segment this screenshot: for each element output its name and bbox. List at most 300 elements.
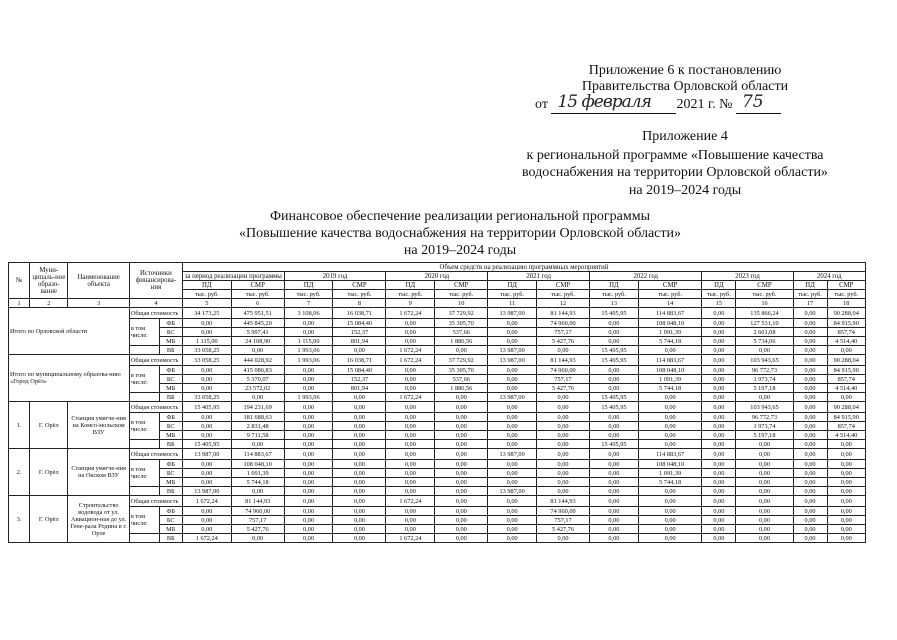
object-name: Станция умягче-ния на Комсо-мольском ВЗУ — [68, 402, 130, 449]
source-label: ВБ — [159, 346, 182, 355]
source-label: БС — [159, 422, 182, 431]
value-cell: 33 058,25 — [182, 355, 231, 366]
value-cell: 0,00 — [333, 431, 386, 440]
value-cell: 0,00 — [386, 478, 435, 487]
pd-header: ПД — [793, 281, 827, 290]
row-number: 3. — [9, 496, 30, 543]
unit-header: тыс. руб. — [333, 290, 386, 299]
value-cell: 13 987,00 — [182, 449, 231, 460]
value-cell: 0,00 — [590, 496, 639, 507]
period-header-6: 2024 год — [793, 272, 865, 281]
table-row — [9, 460, 866, 469]
source-label: ВБ — [159, 534, 182, 543]
value-cell: 0,00 — [702, 449, 736, 460]
value-cell: 84 915,90 — [827, 366, 865, 375]
source-label: ФБ — [159, 507, 182, 516]
value-cell: 81 144,93 — [537, 355, 590, 366]
value-cell: 0,00 — [488, 319, 537, 328]
value-cell: 15 405,95 — [590, 393, 639, 402]
value-cell: 74 960,00 — [537, 366, 590, 375]
value-cell: 757,17 — [537, 516, 590, 525]
value-cell: 0,00 — [702, 460, 736, 469]
col-number: 3 — [68, 299, 130, 308]
value-cell: 0,00 — [435, 496, 488, 507]
value-cell: 15 405,95 — [590, 402, 639, 413]
value-cell: 5 744,18 — [638, 384, 702, 393]
date-field — [551, 92, 676, 114]
handwritten-number: 75 — [741, 92, 764, 112]
value-cell: 0,00 — [702, 478, 736, 487]
value-cell: 0,00 — [488, 413, 537, 422]
value-cell: 15 405,95 — [590, 355, 639, 366]
value-cell: 0,00 — [284, 384, 333, 393]
col-number: 4 — [129, 299, 182, 308]
value-cell: 0,00 — [284, 319, 333, 328]
value-cell: 5 427,76 — [537, 337, 590, 346]
value-cell: 0,00 — [793, 384, 827, 393]
value-cell: 0,00 — [590, 487, 639, 496]
source-label: МБ — [159, 337, 182, 346]
value-cell: 0,00 — [284, 487, 333, 496]
decree-date-line — [535, 92, 835, 114]
value-cell: 0,00 — [333, 478, 386, 487]
value-cell: 108 048,10 — [231, 460, 284, 469]
value-cell: 1 672,24 — [386, 355, 435, 366]
total-cost-label: Общая стоимость — [129, 402, 182, 413]
col-number: 18 — [827, 299, 865, 308]
smr-header: СМР — [333, 281, 386, 290]
value-cell: 0,00 — [435, 422, 488, 431]
value-cell: 0,00 — [182, 319, 231, 328]
value-cell: 0,00 — [537, 478, 590, 487]
value-cell: 13 987,00 — [488, 393, 537, 402]
value-cell: 5 197,18 — [736, 384, 793, 393]
group-label: Итого по Орловской области — [9, 308, 130, 355]
value-cell: 0,00 — [827, 496, 865, 507]
col-number: 13 — [590, 299, 639, 308]
value-cell: 0,00 — [488, 507, 537, 516]
value-cell: 0,00 — [182, 507, 231, 516]
value-cell: 0,00 — [736, 449, 793, 460]
value-cell: 13 987,00 — [488, 355, 537, 366]
value-cell: 0,00 — [488, 337, 537, 346]
value-cell: 0,00 — [736, 487, 793, 496]
value-cell: 0,00 — [435, 507, 488, 516]
value-cell: 5 997,41 — [231, 328, 284, 337]
value-cell: 0,00 — [702, 534, 736, 543]
value-cell: 0,00 — [488, 525, 537, 534]
smr-header: СМР — [736, 281, 793, 290]
value-cell: 757,17 — [537, 328, 590, 337]
value-cell: 9 711,58 — [231, 431, 284, 440]
value-cell: 0,00 — [590, 375, 639, 384]
value-cell: 0,00 — [827, 534, 865, 543]
value-cell: 757,17 — [537, 375, 590, 384]
value-cell: 181 688,63 — [231, 413, 284, 422]
source-label: ФБ — [159, 319, 182, 328]
table-row — [9, 319, 866, 328]
including-label: в том числе: — [129, 366, 159, 393]
value-cell: 0,00 — [736, 534, 793, 543]
value-cell: 103 943,65 — [736, 402, 793, 413]
value-cell: 0,00 — [284, 449, 333, 460]
value-cell: 5 197,18 — [736, 431, 793, 440]
value-cell: 0,00 — [638, 413, 702, 422]
value-cell: 0,00 — [638, 431, 702, 440]
value-cell: 15 405,95 — [182, 440, 231, 449]
value-cell: 0,00 — [702, 413, 736, 422]
value-cell: 0,00 — [284, 402, 333, 413]
value-cell: 0,00 — [736, 393, 793, 402]
value-cell: 1 993,06 — [284, 346, 333, 355]
value-cell: 0,00 — [638, 534, 702, 543]
pd-header: ПД — [386, 281, 435, 290]
value-cell: 0,00 — [435, 440, 488, 449]
table-row — [9, 534, 866, 543]
value-cell: 0,00 — [793, 422, 827, 431]
total-cost-label: Общая стоимость — [129, 449, 182, 460]
appendix-line-3: водоснабжения на территории Орловской области» — [522, 165, 828, 180]
value-cell: 0,00 — [638, 525, 702, 534]
unit-header: тыс. руб. — [590, 290, 639, 299]
value-cell: 0,00 — [333, 460, 386, 469]
value-cell: 0,00 — [488, 402, 537, 413]
value-cell: 15 405,95 — [590, 346, 639, 355]
value-cell: 0,00 — [333, 422, 386, 431]
col-number: 15 — [702, 299, 736, 308]
value-cell: 103 943,65 — [736, 355, 793, 366]
value-cell: 0,00 — [386, 460, 435, 469]
value-cell: 37 729,92 — [435, 355, 488, 366]
value-cell: 0,00 — [284, 478, 333, 487]
year-label: 2021 г. № — [676, 97, 733, 112]
value-cell: 0,00 — [537, 346, 590, 355]
value-cell: 0,00 — [284, 440, 333, 449]
value-cell: 0,00 — [386, 375, 435, 384]
appendix-line-4: на 2019–2024 годы — [628, 183, 742, 198]
value-cell: 15 405,95 — [182, 402, 231, 413]
source-label: БС — [159, 328, 182, 337]
value-cell: 0,00 — [793, 355, 827, 366]
value-cell: 0,00 — [736, 460, 793, 469]
value-cell: 0,00 — [590, 525, 639, 534]
source-label: МБ — [159, 431, 182, 440]
value-cell: 1 115,00 — [284, 337, 333, 346]
unit-header: тыс. руб. — [231, 290, 284, 299]
value-cell: 1 672,24 — [386, 393, 435, 402]
value-cell: 0,00 — [827, 478, 865, 487]
value-cell: 0,00 — [435, 525, 488, 534]
pd-header: ПД — [284, 281, 333, 290]
value-cell: 0,00 — [435, 487, 488, 496]
source-spacer — [129, 440, 159, 449]
value-cell: 0,00 — [638, 402, 702, 413]
from-label: от — [535, 97, 548, 112]
row-number: 2. — [9, 449, 30, 496]
value-cell: 0,00 — [333, 346, 386, 355]
value-cell: 0,00 — [793, 496, 827, 507]
value-cell: 0,00 — [182, 375, 231, 384]
value-cell: 0,00 — [736, 525, 793, 534]
value-cell: 0,00 — [736, 478, 793, 487]
value-cell: 445 845,20 — [231, 319, 284, 328]
decree-appendix-line: Приложение 6 к постановлению — [588, 63, 782, 78]
group-label: Итого по муниципальному образова-нию «Город Орёл» — [9, 355, 130, 402]
col-number: 12 — [537, 299, 590, 308]
value-cell: 0,00 — [827, 487, 865, 496]
value-cell: 0,00 — [827, 507, 865, 516]
table-row — [9, 413, 866, 422]
value-cell: 0,00 — [736, 346, 793, 355]
value-cell: 5 734,06 — [736, 337, 793, 346]
value-cell: 0,00 — [736, 516, 793, 525]
value-cell: 13 987,00 — [488, 449, 537, 460]
value-cell: 0,00 — [386, 469, 435, 478]
value-cell: 0,00 — [488, 384, 537, 393]
row-number: 1. — [9, 402, 30, 449]
value-cell: 0,00 — [590, 507, 639, 516]
pd-header: ПД — [488, 281, 537, 290]
municipal-name: Г. Орёл — [30, 402, 68, 449]
value-cell: 0,00 — [638, 422, 702, 431]
value-cell: 0,00 — [537, 460, 590, 469]
value-cell: 0,00 — [827, 346, 865, 355]
value-cell: 2 831,48 — [231, 422, 284, 431]
value-cell: 1 091,39 — [231, 469, 284, 478]
value-cell: 0,00 — [537, 534, 590, 543]
value-cell: 0,00 — [793, 375, 827, 384]
value-cell: 194 231,69 — [231, 402, 284, 413]
col-header-no: № — [9, 263, 30, 299]
value-cell: 0,00 — [333, 534, 386, 543]
document-title-line-3: на 2019–2024 годы — [403, 243, 517, 258]
table-row — [9, 355, 866, 366]
table-row — [9, 366, 866, 375]
municipal-name: Г. Орёл — [30, 496, 68, 543]
value-cell: 0,00 — [638, 440, 702, 449]
value-cell: 5 427,76 — [537, 384, 590, 393]
value-cell: 0,00 — [702, 337, 736, 346]
value-cell: 0,00 — [793, 449, 827, 460]
value-cell: 0,00 — [488, 440, 537, 449]
value-cell: 33 058,25 — [182, 393, 231, 402]
value-cell: 0,00 — [590, 328, 639, 337]
value-cell: 1 091,39 — [638, 375, 702, 384]
value-cell: 0,00 — [284, 469, 333, 478]
value-cell: 0,00 — [590, 534, 639, 543]
value-cell: 0,00 — [827, 460, 865, 469]
value-cell: 0,00 — [435, 469, 488, 478]
col-number: 11 — [488, 299, 537, 308]
value-cell: 0,00 — [702, 402, 736, 413]
source-spacer — [129, 534, 159, 543]
value-cell: 0,00 — [284, 507, 333, 516]
value-cell: 5 370,07 — [231, 375, 284, 384]
value-cell: 114 883,67 — [638, 449, 702, 460]
value-cell: 0,00 — [537, 431, 590, 440]
object-name: Станция умягче-ния на Окском ВЗУ — [68, 449, 130, 496]
appendix-title: Приложение 4 — [642, 129, 728, 144]
value-cell: 1 091,39 — [638, 328, 702, 337]
value-cell: 24 108,90 — [231, 337, 284, 346]
source-label: МБ — [159, 525, 182, 534]
value-cell: 0,00 — [284, 413, 333, 422]
value-cell: 0,00 — [702, 487, 736, 496]
period-header-3: 2021 год — [488, 272, 590, 281]
value-cell: 90 288,04 — [827, 402, 865, 413]
value-cell: 0,00 — [793, 402, 827, 413]
value-cell: 0,00 — [386, 413, 435, 422]
source-label: МБ — [159, 478, 182, 487]
unit-header: тыс. руб. — [386, 290, 435, 299]
value-cell: 0,00 — [590, 422, 639, 431]
value-cell: 537,66 — [435, 328, 488, 337]
value-cell: 96 772,73 — [736, 366, 793, 375]
value-cell: 0,00 — [488, 478, 537, 487]
value-cell: 0,00 — [435, 460, 488, 469]
value-cell: 0,00 — [702, 440, 736, 449]
value-cell: 0,00 — [386, 487, 435, 496]
number-field — [736, 92, 781, 114]
value-cell: 0,00 — [182, 422, 231, 431]
value-cell: 0,00 — [284, 460, 333, 469]
value-cell: 0,00 — [435, 346, 488, 355]
pd-header: ПД — [590, 281, 639, 290]
period-header-4: 2022 год — [590, 272, 702, 281]
decree-issuer-line: Правительства Орловской области — [581, 79, 789, 94]
source-label: БС — [159, 516, 182, 525]
value-cell: 15 084,40 — [333, 319, 386, 328]
table-row — [9, 507, 866, 516]
total-cost-label: Общая стоимость — [129, 355, 182, 366]
value-cell: 1 115,00 — [182, 337, 231, 346]
value-cell: 0,00 — [827, 393, 865, 402]
value-cell: 13 987,00 — [488, 346, 537, 355]
value-cell: 0,00 — [736, 440, 793, 449]
col-number: 2 — [30, 299, 68, 308]
value-cell: 0,00 — [793, 337, 827, 346]
object-name: Строительство водовода от ул. Авиацион-ная до ул. Гене-рала Родина в г. Орле — [68, 496, 130, 543]
value-cell: 0,00 — [638, 507, 702, 516]
value-cell: 152,37 — [333, 328, 386, 337]
value-cell: 0,00 — [182, 413, 231, 422]
value-cell: 0,00 — [435, 534, 488, 543]
value-cell: 1 886,56 — [435, 384, 488, 393]
value-cell: 0,00 — [182, 516, 231, 525]
value-cell: 0,00 — [435, 402, 488, 413]
value-cell: 0,00 — [435, 478, 488, 487]
value-cell: 0,00 — [182, 525, 231, 534]
value-cell: 0,00 — [793, 534, 827, 543]
value-cell: 1 672,24 — [386, 346, 435, 355]
including-label: в том числе: — [129, 413, 159, 440]
value-cell: 0,00 — [488, 469, 537, 478]
value-cell: 0,00 — [333, 525, 386, 534]
value-cell: 15 084,40 — [333, 366, 386, 375]
value-cell: 0,00 — [386, 366, 435, 375]
value-cell: 1 091,39 — [638, 469, 702, 478]
value-cell: 0,00 — [488, 328, 537, 337]
value-cell: 15 405,95 — [590, 308, 639, 319]
value-cell: 0,00 — [702, 355, 736, 366]
including-label: в том числе: — [129, 507, 159, 534]
col-number: 9 — [386, 299, 435, 308]
value-cell: 0,00 — [488, 496, 537, 507]
value-cell: 2 601,08 — [736, 328, 793, 337]
value-cell: 0,00 — [702, 366, 736, 375]
value-cell: 0,00 — [386, 516, 435, 525]
value-cell: 0,00 — [182, 478, 231, 487]
document-title-line-1: Финансовое обеспечение реализации региональной программы — [269, 209, 651, 224]
col-number: 14 — [638, 299, 702, 308]
value-cell: 0,00 — [333, 507, 386, 516]
value-cell: 0,00 — [333, 487, 386, 496]
value-cell: 0,00 — [793, 507, 827, 516]
col-number: 6 — [231, 299, 284, 308]
table-row — [9, 346, 866, 355]
document-title-line-2: «Повышение качества водоснабжения на территории Орловской области» — [238, 226, 682, 241]
pd-header: ПД — [182, 281, 231, 290]
period-header-1: 2019 год — [284, 272, 386, 281]
total-cost-label: Общая стоимость — [129, 308, 182, 319]
value-cell: 114 883,67 — [638, 308, 702, 319]
value-cell: 0,00 — [793, 516, 827, 525]
value-cell: 0,00 — [488, 431, 537, 440]
value-cell: 16 038,71 — [333, 355, 386, 366]
value-cell: 5 744,18 — [231, 478, 284, 487]
appendix-line-2: к региональной программе «Повышение качества — [526, 148, 824, 163]
table-row — [9, 440, 866, 449]
value-cell: 0,00 — [736, 496, 793, 507]
value-cell: 0,00 — [182, 328, 231, 337]
value-cell: 13 987,00 — [488, 487, 537, 496]
value-cell: 0,00 — [638, 496, 702, 507]
value-cell: 0,00 — [793, 413, 827, 422]
value-cell: 0,00 — [590, 478, 639, 487]
pd-header: ПД — [702, 281, 736, 290]
value-cell: 127 531,10 — [736, 319, 793, 328]
value-cell: 0,00 — [386, 319, 435, 328]
col-number: 8 — [333, 299, 386, 308]
source-label: БС — [159, 375, 182, 384]
value-cell: 33 058,25 — [182, 346, 231, 355]
value-cell: 1 886,56 — [435, 337, 488, 346]
value-cell: 0,00 — [333, 440, 386, 449]
value-cell: 74 960,00 — [537, 507, 590, 516]
value-cell: 857,74 — [827, 375, 865, 384]
value-cell: 537,66 — [435, 375, 488, 384]
value-cell: 0,00 — [488, 534, 537, 543]
value-cell: 0,00 — [793, 469, 827, 478]
value-cell: 0,00 — [827, 440, 865, 449]
smr-header: СМР — [435, 281, 488, 290]
unit-header: тыс. руб. — [638, 290, 702, 299]
value-cell: 1 672,24 — [386, 496, 435, 507]
value-cell: 15 405,95 — [590, 440, 639, 449]
period-header-2: 2020 год — [386, 272, 488, 281]
value-cell: 0,00 — [386, 337, 435, 346]
value-cell: 0,00 — [537, 402, 590, 413]
value-cell: 0,00 — [793, 346, 827, 355]
unit-header: тыс. руб. — [827, 290, 865, 299]
value-cell: 0,00 — [736, 469, 793, 478]
period-header-0: за период реализации программы — [182, 272, 284, 281]
source-label: ФБ — [159, 366, 182, 375]
value-cell: 0,00 — [590, 319, 639, 328]
unit-header: тыс. руб. — [793, 290, 827, 299]
value-cell: 0,00 — [702, 328, 736, 337]
value-cell: 0,00 — [182, 366, 231, 375]
